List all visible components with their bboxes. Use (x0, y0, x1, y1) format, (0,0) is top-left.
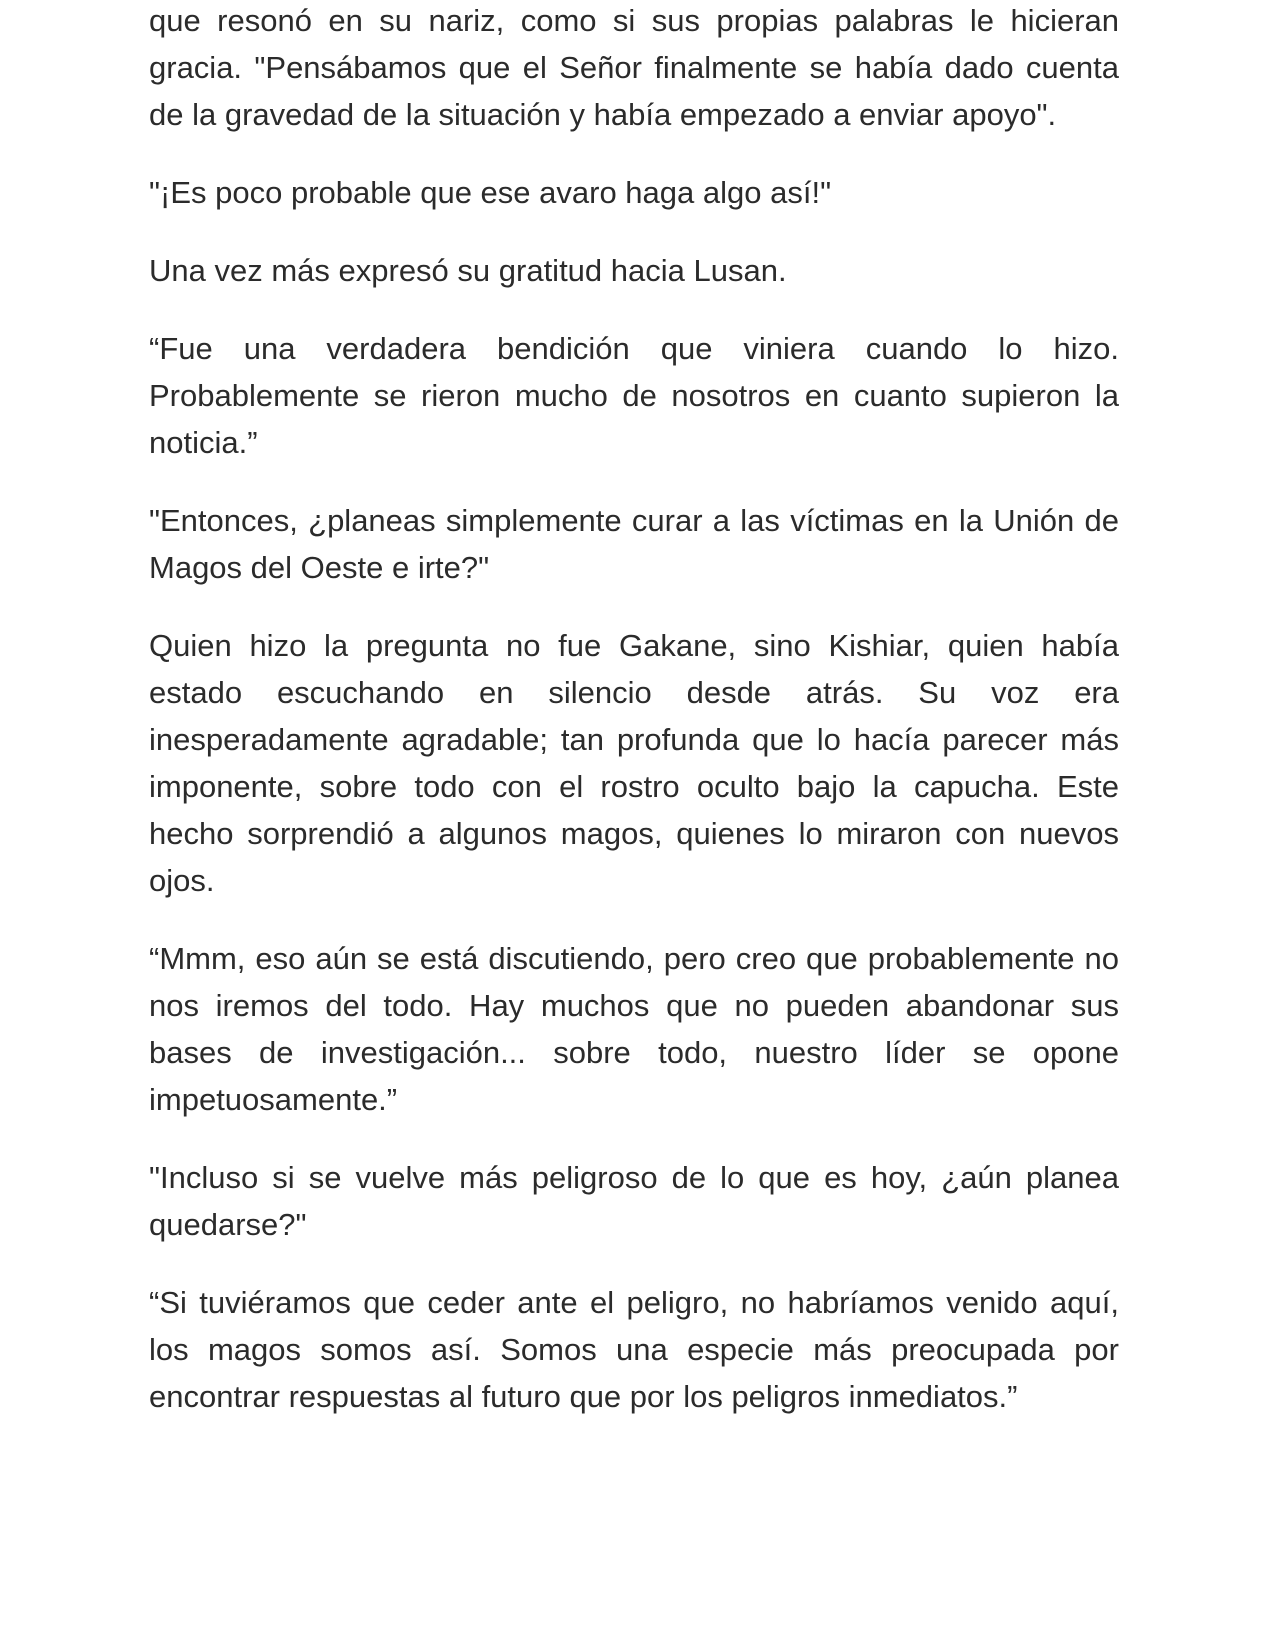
paragraph-6: Quien hizo la pregunta no fue Gakane, sino Kishiar, quien había estado escuchando en silencio desde atrás. Su voz era inesperadamente agradable; tan profunda que lo hacía parecer más imponente, sobre todo con el rostro oculto bajo la capucha. Este hecho sorprendió a algunos magos, quienes lo miraron con nuevos ojos. (149, 628, 1119, 898)
paragraph-2: "¡Es poco probable que ese avaro haga algo así!" (149, 175, 832, 210)
paragraph-5: "Entonces, ¿planeas simplemente curar a las víctimas en la Unión de Magos del Oeste e irte?" (149, 503, 1119, 585)
paragraph-7: “Mmm, eso aún se está discutiendo, pero creo que probablemente no nos iremos del todo. Hay muchos que no pueden abandonar sus bases de investigación... sobre todo, nuestro líder se opone impetuosamente.” (149, 941, 1119, 1117)
paragraph-4: “Fue una verdadera bendición que viniera cuando lo hizo. Probablemente se rieron mucho de nosotros en cuanto supieron la noticia.” (149, 331, 1119, 460)
paragraph-9: “Si tuviéramos que ceder ante el peligro, no habríamos venido aquí, los magos somos así. Somos una especie más preocupada por encontrar respuestas al futuro que por los peligros inmediatos.” (149, 1285, 1119, 1414)
paragraph-1: que resonó en su nariz, como si sus propias palabras le hicieran gracia. "Pensábamos que el Señor finalmente se había dado cuenta de la gravedad de la situación y había empezado a enviar apoyo". (149, 3, 1119, 132)
paragraph-8: "Incluso si se vuelve más peligroso de lo que es hoy, ¿aún planea quedarse?" (149, 1160, 1119, 1242)
paragraph-3: Una vez más expresó su gratitud hacia Lusan. (149, 253, 787, 288)
document-body (149, 0, 1119, 1451)
